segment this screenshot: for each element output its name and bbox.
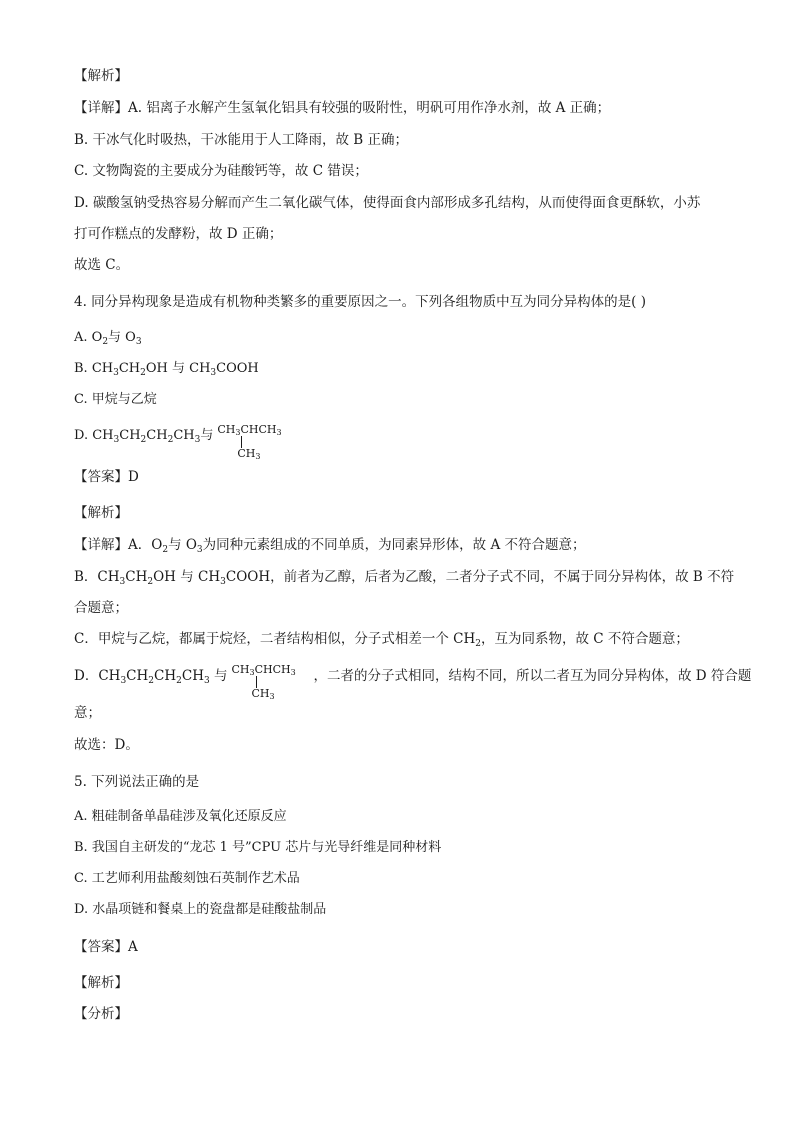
q4-explain-c: C．甲烷与乙烷，都属于烷烃，二者结构相似，分子式相差一个 $CH_2$，互为同系物，故 C 不符合题意； <box>74 631 689 649</box>
xiangjie-tag: 【详解】 <box>74 100 128 116</box>
q5-fenxi: 【分析】 <box>74 1006 128 1022</box>
section-jiexi: 【解析】 <box>74 68 128 84</box>
q4-option-d: D. $CH_3CH_2CH_2CH_3$与 $CH_3CHCH_3$ $CH_3$ <box>74 426 724 462</box>
q4-explain-a: 【详解】A．$O_2$与 $O_3$为同种元素组成的不同单质，为同素异形体，故 A 不符合题意； <box>74 537 586 555</box>
branched-structure-explain: $CH_3CHCH_3$ $CH_3$ <box>231 663 296 701</box>
q5-option-b: B. 我国自主研发的“龙芯 1 号”CPU 芯片与光导纤维是同种材料 <box>74 840 442 855</box>
q4-stem: 4. 同分异构现象是造成有机物种类繁多的重要原因之一。下列各组物质中互为同分异构体的是( ) <box>74 294 646 310</box>
q4-explain-b: B．$CH_3CH_2OH$ 与 $CH_3COOH$，前者为乙醇，后者为乙酸，二者分子式不同，不属于同分异构体，故 B 不符 <box>74 569 735 587</box>
s3-explain-a: 【详解】A. 铝离子水解产生氢氧化铝具有较强的吸附性，明矾可用作净水剂，故 A 正确； <box>74 100 611 116</box>
q4-explain-d: D．$CH_3CH_2CH_2CH_3$ 与 $CH_3CHCH_3$ $CH_3$ ，二者的分子式相同，结构不同，所以二者互为同分异构体，故 D 符合题 <box>74 663 752 701</box>
q4-answer: 【答案】D <box>74 469 139 485</box>
q4-jiexi: 【解析】 <box>74 505 128 521</box>
s3-explain-d2: 打可作糕点的发酵粉，故 D 正确； <box>74 226 283 242</box>
q5-answer: 【答案】A <box>74 939 138 955</box>
q4-option-a: A. $O_2$与 $O_3$ <box>74 330 142 347</box>
s3-conclusion: 故选 C。 <box>74 257 130 273</box>
q4-explain-d-cont: 意； <box>74 705 101 721</box>
branched-structure: $CH_3CHCH_3$ $CH_3$ <box>217 423 282 461</box>
s3-explain-d1: D. 碳酸氢钠受热容易分解而产生二氧化碳气体，使得面食内部形成多孔结构，从而使得面食更酥软，小苏 <box>74 195 701 211</box>
q5-jiexi: 【解析】 <box>74 975 128 991</box>
q4-option-b: B. $CH_3CH_2OH$ 与 $CH_3COOH$ <box>74 361 259 378</box>
q4-explain-b-cont: 合题意； <box>74 600 128 616</box>
q4-conclusion: 故选：D。 <box>74 737 139 753</box>
s3-explain-b: B. 干冰气化时吸热，干冰能用于人工降雨，故 B 正确； <box>74 132 409 148</box>
q5-option-c: C. 工艺师利用盐酸刻蚀石英制作艺术品 <box>74 871 300 886</box>
q5-option-d: D. 水晶项链和餐桌上的瓷盘都是硅酸盐制品 <box>74 902 327 917</box>
q5-option-a: A. 粗硅制备单晶硅涉及氧化还原反应 <box>74 809 287 824</box>
q5-stem: 5. 下列说法正确的是 <box>74 774 200 790</box>
q4-option-c: C. 甲烷与乙烷 <box>74 392 157 407</box>
s3-explain-c: C. 文物陶瓷的主要成分为硅酸钙等，故 C 错误； <box>74 163 368 179</box>
